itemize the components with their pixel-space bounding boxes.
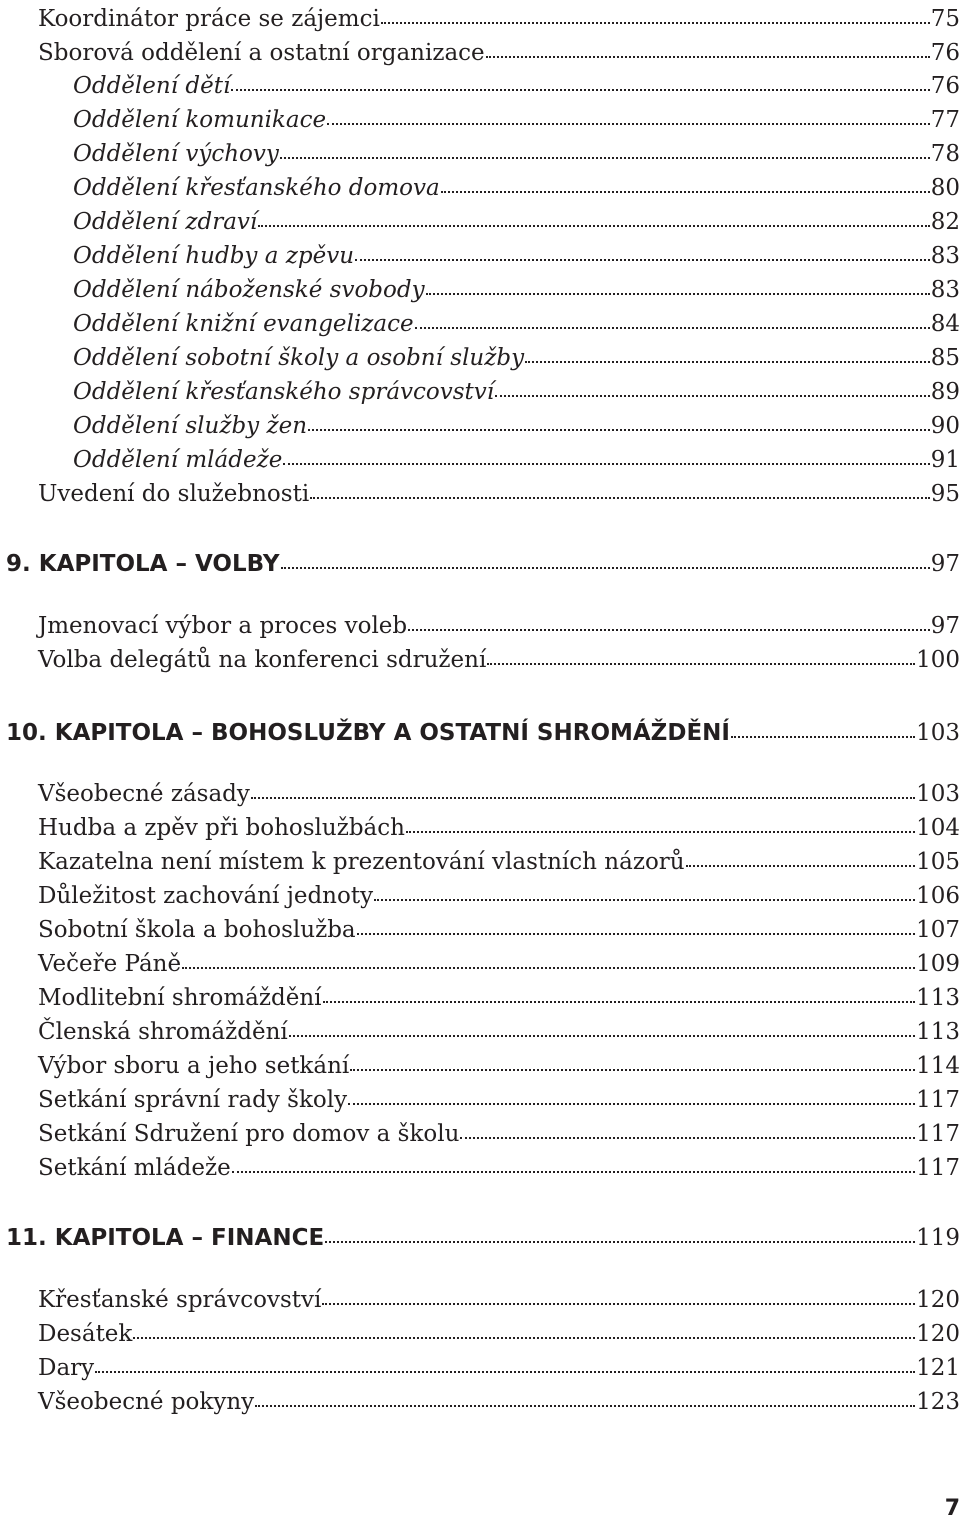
toc-entry-page: 113	[916, 1019, 960, 1045]
toc-entry-title: Členská shromáždění	[38, 1019, 288, 1045]
toc-entry-page: 77	[930, 107, 960, 133]
toc-entry-page: 104	[916, 815, 960, 841]
toc-entry[interactable]	[38, 811, 960, 845]
dot-leader	[289, 1034, 915, 1037]
toc-entry[interactable]	[73, 137, 960, 171]
dot-leader	[310, 496, 930, 499]
toc-entry-page: 97	[930, 551, 960, 577]
dot-leader	[381, 21, 930, 24]
toc-entry-title: 10. KAPITOLA – BOHOSLUŽBY A OSTATNÍ SHROMÁŽDĚNÍ	[6, 720, 730, 746]
toc-entry-page: 123	[916, 1389, 960, 1415]
toc-entry-page: 117	[916, 1087, 960, 1113]
toc-entry-title: Křesťanské správcovství	[38, 1287, 322, 1313]
toc-entry[interactable]	[38, 477, 960, 511]
toc-entry-title: Oddělení mládeže	[73, 447, 283, 473]
toc-entry-page: 119	[916, 1225, 960, 1251]
dot-leader	[441, 190, 930, 193]
toc-entry-title: Oddělení zdraví	[73, 209, 258, 235]
toc-entry-page: 105	[916, 849, 960, 875]
toc-entry-title: Setkání správní rady školy	[38, 1087, 348, 1113]
dot-leader	[487, 662, 915, 665]
toc-entry[interactable]	[38, 36, 960, 70]
dot-leader	[406, 830, 915, 833]
dot-leader	[231, 88, 929, 91]
toc-entry-title: Oddělení hudby a zpěvu	[73, 243, 355, 269]
toc-entry-title: Oddělení komunikace	[73, 107, 327, 133]
toc-entry-page: 114	[916, 1053, 960, 1079]
toc-entry[interactable]	[38, 947, 960, 981]
dot-leader	[686, 864, 915, 867]
toc-entry[interactable]	[38, 1385, 960, 1419]
toc-entry-page: 90	[930, 413, 960, 439]
toc-entry-title: Setkání mládeže	[38, 1155, 231, 1181]
toc-entry-page: 83	[930, 243, 960, 269]
toc-entry[interactable]	[38, 981, 960, 1015]
toc-entry[interactable]	[73, 375, 960, 409]
dot-leader	[322, 1302, 915, 1305]
dot-leader	[323, 1000, 916, 1003]
toc-entry[interactable]	[38, 1015, 960, 1049]
toc-entry[interactable]	[38, 777, 960, 811]
toc-entry-page: 120	[916, 1321, 960, 1347]
toc-entry[interactable]	[73, 205, 960, 239]
toc-entry-page: 75	[930, 6, 960, 32]
dot-leader	[133, 1336, 915, 1339]
toc-entry[interactable]	[38, 1351, 960, 1385]
toc-entry-title: Večeře Páně	[38, 951, 182, 977]
toc-entry[interactable]	[38, 1083, 960, 1117]
toc-entry-page: 78	[930, 141, 960, 167]
toc-entry-title: Oddělení dětí	[73, 73, 231, 99]
toc-entry-title: Důležitost zachování jednoty	[38, 883, 374, 909]
toc-chapter-heading[interactable]	[6, 547, 960, 581]
toc-entry-title: Oddělení sobotní školy a osobní služby	[73, 345, 525, 371]
toc-entry-title: Jmenovací výbor a proces voleb	[38, 613, 408, 639]
toc-entry[interactable]	[73, 307, 960, 341]
toc-entry[interactable]	[73, 443, 960, 477]
toc-entry-title: Oddělení náboženské svobody	[73, 277, 425, 303]
toc-entry-page: 89	[930, 379, 960, 405]
toc-entry-page: 103	[916, 781, 960, 807]
toc-entry[interactable]	[38, 913, 960, 947]
toc-entry-page: 85	[930, 345, 960, 371]
toc-entry-page: 121	[916, 1355, 960, 1381]
toc-entry-title: Výbor sboru a jeho setkání	[38, 1053, 350, 1079]
toc-entry-title: Všeobecné pokyny	[38, 1389, 255, 1415]
toc-entry-page: 80	[930, 175, 960, 201]
toc-entry-title: Kazatelna není místem k prezentování vlastních názorů	[38, 849, 685, 875]
dot-leader	[258, 224, 929, 227]
toc-entry[interactable]	[38, 845, 960, 879]
toc-entry[interactable]	[73, 409, 960, 443]
toc-entry[interactable]	[38, 643, 960, 677]
toc-entry-page: 120	[916, 1287, 960, 1313]
dot-leader	[350, 1068, 915, 1071]
toc-entry-page: 103	[916, 720, 960, 746]
dot-leader	[525, 360, 930, 363]
toc-entry[interactable]	[73, 239, 960, 273]
dot-leader	[408, 628, 930, 631]
toc-entry-title: Oddělení křesťanského domova	[73, 175, 440, 201]
toc-entry-title: Oddělení výchovy	[73, 141, 279, 167]
dot-leader	[182, 966, 915, 969]
dot-leader	[731, 735, 915, 738]
dot-leader	[281, 566, 930, 569]
dot-leader	[495, 394, 930, 397]
toc-entry[interactable]	[38, 609, 960, 643]
toc-entry-title: Oddělení služby žen	[73, 413, 308, 439]
dot-leader	[308, 428, 930, 431]
toc-entry-title: Setkání Sdružení pro domov a školu	[38, 1121, 460, 1147]
dot-leader	[374, 898, 915, 901]
toc-entry-page: 76	[930, 73, 960, 99]
toc-entry[interactable]	[73, 273, 960, 307]
toc-entry-page: 82	[930, 209, 960, 235]
toc-chapter-heading[interactable]	[6, 716, 960, 750]
dot-leader	[486, 55, 930, 58]
toc-entry[interactable]	[38, 2, 960, 36]
dot-leader	[283, 462, 929, 465]
toc-entry-title: Oddělení křesťanského správcovství	[73, 379, 495, 405]
toc-entry[interactable]	[73, 103, 960, 137]
dot-leader	[232, 1170, 915, 1173]
toc-entry[interactable]	[38, 1317, 960, 1351]
dot-leader	[348, 1102, 915, 1105]
dot-leader	[460, 1136, 915, 1139]
toc-entry[interactable]	[73, 69, 960, 103]
toc-chapter-heading[interactable]	[6, 1221, 960, 1255]
dot-leader	[426, 292, 930, 295]
dot-leader	[327, 122, 930, 125]
toc-entry-title: Modlitební shromáždění	[38, 985, 322, 1011]
toc-entry-title: Volba delegátů na konferenci sdružení	[38, 647, 487, 673]
toc-entry-page: 107	[916, 917, 960, 943]
toc-entry-title: 11. KAPITOLA – FINANCE	[6, 1225, 325, 1251]
toc-entry-page: 76	[930, 40, 960, 66]
dot-leader	[357, 932, 915, 935]
toc-entry-page: 106	[916, 883, 960, 909]
toc-entry-page: 113	[916, 985, 960, 1011]
page-number: 7	[944, 1496, 960, 1521]
toc-entry[interactable]	[73, 341, 960, 375]
toc-entry-page: 84	[930, 311, 960, 337]
toc-entry-title: Koordinátor práce se zájemci	[38, 6, 380, 32]
toc-entry-title: Všeobecné zásady	[38, 781, 250, 807]
toc-entry[interactable]	[38, 1283, 960, 1317]
toc-entry-title: Uvedení do služebnosti	[38, 481, 310, 507]
toc-entry[interactable]	[38, 1151, 960, 1185]
toc-entry-title: Sborová oddělení a ostatní organizace	[38, 40, 485, 66]
dot-leader	[355, 258, 930, 261]
toc-entry-page: 91	[930, 447, 960, 473]
toc-entry-title: Dary	[38, 1355, 95, 1381]
dot-leader	[251, 796, 915, 799]
toc-entry-title: Sobotní škola a bohoslužba	[38, 917, 356, 943]
toc-entry-title: Desátek	[38, 1321, 133, 1347]
toc-entry[interactable]	[38, 879, 960, 913]
toc-entry-page: 83	[930, 277, 960, 303]
toc-entry[interactable]	[73, 171, 960, 205]
toc-entry[interactable]	[38, 1049, 960, 1083]
toc-entry[interactable]	[38, 1117, 960, 1151]
toc-entry-title: Hudba a zpěv při bohoslužbách	[38, 815, 405, 841]
toc-entry-page: 109	[916, 951, 960, 977]
dot-leader	[255, 1404, 915, 1407]
dot-leader	[325, 1240, 915, 1243]
toc-entry-page: 95	[930, 481, 960, 507]
toc-entry-page: 100	[916, 647, 960, 673]
toc-entry-page: 117	[916, 1155, 960, 1181]
toc-entry-title: 9. KAPITOLA – VOLBY	[6, 551, 280, 577]
dot-leader	[415, 326, 930, 329]
toc-entry-page: 117	[916, 1121, 960, 1147]
dot-leader	[280, 156, 930, 159]
dot-leader	[95, 1370, 915, 1373]
toc-entry-title: Oddělení knižní evangelizace	[73, 311, 414, 337]
toc-entry-page: 97	[930, 613, 960, 639]
